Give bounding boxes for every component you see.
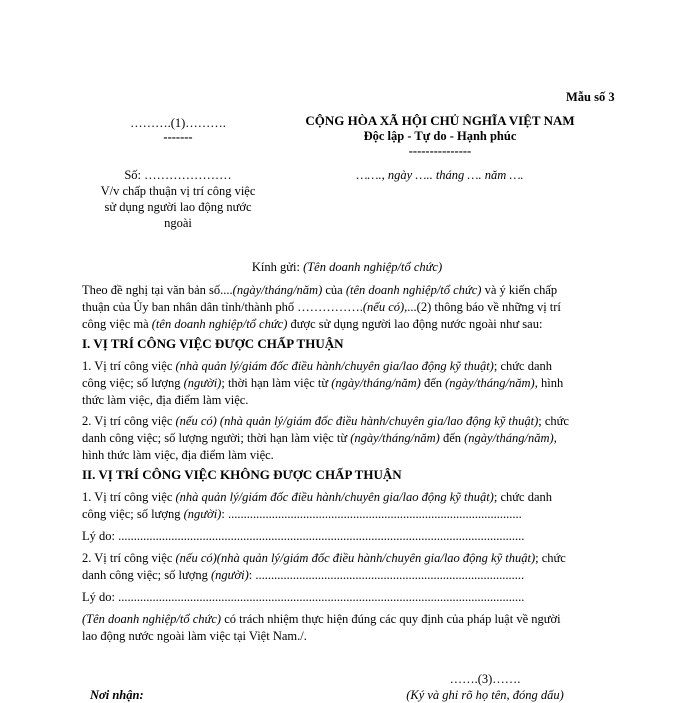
- org-placeholder: ……….(1)……….: [130, 116, 226, 130]
- form-number: Mẫu số 3: [566, 90, 615, 104]
- s1-item1-line-3: thức làm việc, địa điểm làm việc.: [82, 393, 249, 407]
- subject-line-3: ngoài: [164, 216, 192, 230]
- s1-item2-line-3: hình thức làm việc, địa điểm làm việc.: [82, 448, 274, 462]
- s2-reason-2: Lý do: ..................................................................................................................................: [82, 590, 525, 604]
- closing-line-2: lao động nước ngoài làm việc tại Việt Nam./.: [82, 629, 307, 643]
- greeting-label: Kính gửi:: [251, 260, 304, 274]
- section-2-title: II. VỊ TRÍ CÔNG VIỆC KHÔNG ĐƯỢC CHẤP THUẬN: [82, 467, 402, 482]
- s1-item1-line-2: công việc; số lượng (người); thời hạn làm việc từ (ngày/tháng/năm) đến (ngày/tháng/năm), hình: [82, 376, 564, 390]
- country-name: CỘNG HÒA XÃ HỘI CHỦ NGHĨA VIỆT NAM: [305, 113, 575, 128]
- intro-line-2: thuận của Ủy ban nhân dân tỉnh/thành phố …………….(nếu có),...(2) thông báo về những vị trí: [82, 300, 561, 314]
- s2-item1-line-2: công việc; số lượng (người): ..............................................................................................: [82, 507, 522, 521]
- s2-reason-1: Lý do: ..................................................................................................................................: [82, 529, 525, 543]
- s1-item2-line-1: 2. Vị trí công việc (nếu có) (nhà quản lý/giám đốc điều hành/chuyên gia/lao động kỹ thuật); chức: [82, 414, 569, 428]
- org-rule: -------: [163, 130, 193, 144]
- greeting-addressee: (Tên doanh nghiệp/tổ chức): [303, 260, 443, 274]
- motto: Độc lập - Tự do - Hạnh phúc: [363, 129, 517, 143]
- s2-item1-line-1: 1. Vị trí công việc (nhà quản lý/giám đốc điều hành/chuyên gia/lao động kỹ thuật); chức danh: [82, 490, 552, 504]
- section-1-title: I. VỊ TRÍ CÔNG VIỆC ĐƯỢC CHẤP THUẬN: [82, 336, 344, 351]
- subject-line-2: sử dụng người lao động nước: [104, 200, 252, 214]
- closing-line-1: (Tên doanh nghiệp/tổ chức) có trách nhiệm thực hiện đúng các quy định của pháp luật về người: [82, 612, 561, 626]
- intro-line-3: công việc mà (tên doanh nghiệp/tổ chức) được sử dụng người lao động nước ngoài như sau:: [82, 317, 543, 331]
- signature-note: (Ký và ghi rõ họ tên, đóng dấu): [406, 688, 564, 702]
- recipients-label: Nơi nhận:: [90, 688, 144, 702]
- greeting: [82, 260, 612, 275]
- date-line: ……., ngày ….. tháng …. năm ….: [356, 168, 524, 182]
- intro-line-1: Theo đề nghị tại văn bản số....(ngày/tháng/năm) của (tên doanh nghiệp/tổ chức) và ý kiến chấp: [82, 283, 558, 297]
- s2-item2-line-2: danh công việc; số lượng (người): ......................................................................................: [82, 568, 525, 582]
- s2-item2-line-1: 2. Vị trí công việc (nếu có)(nhà quản lý/giám đốc điều hành/chuyên gia/lao động kỹ thuật); chức: [82, 551, 566, 565]
- s1-item2-line-2: danh công việc; số lượng người; thời hạn làm việc từ (ngày/tháng/năm) đến (ngày/tháng/năm),: [82, 431, 557, 445]
- subject-line-1: V/v chấp thuận vị trí công việc: [100, 184, 256, 198]
- document-number: Số: …………………: [124, 168, 232, 182]
- s1-item1-line-1: 1. Vị trí công việc (nhà quản lý/giám đốc điều hành/chuyên gia/lao động kỹ thuật); chức danh: [82, 359, 552, 373]
- document-subject: [78, 183, 278, 231]
- motto-rule: ---------------: [408, 144, 472, 158]
- signer-placeholder: …….(3)…….: [449, 672, 521, 686]
